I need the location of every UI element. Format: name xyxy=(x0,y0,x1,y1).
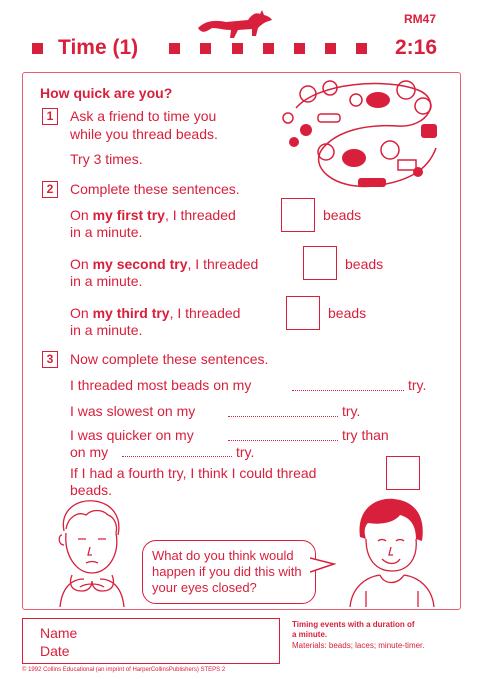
third-try-answer-box[interactable] xyxy=(286,296,320,330)
s1-line1: Ask a friend to time you xyxy=(70,108,217,124)
section-number-1: 1 xyxy=(42,108,58,125)
date-label: Date xyxy=(40,643,70,659)
s2-intro: Complete these sentences. xyxy=(70,181,240,197)
name-label: Name xyxy=(40,625,78,641)
second-try-answer-box[interactable] xyxy=(303,246,337,280)
s2-in-a-minute-1: in a minute. xyxy=(70,224,143,240)
s2-in-a-minute-3: in a minute. xyxy=(70,322,143,338)
header-square xyxy=(232,43,243,54)
s3-quicker-line2-prefix: on my xyxy=(70,444,109,460)
s3-intro: Now complete these sentences. xyxy=(70,351,269,367)
first-try-answer-box[interactable] xyxy=(281,198,315,232)
fox-icon xyxy=(196,8,274,42)
s2-second-sentence: On my second try, I threaded xyxy=(70,256,259,272)
sheet-code: RM47 xyxy=(404,12,437,26)
slowest-blank[interactable] xyxy=(228,416,338,417)
s1-line2: while you thread beads. xyxy=(70,126,218,142)
page-title: Time (1) xyxy=(58,36,139,59)
header-square xyxy=(356,43,367,54)
quicker-blank-1[interactable] xyxy=(228,440,338,441)
s3-slowest-prefix: I was slowest on my xyxy=(70,403,196,419)
s2-beads-3: beads xyxy=(328,305,367,321)
header-square xyxy=(263,43,274,54)
s3-most-suffix: try. xyxy=(408,377,427,393)
speech-bubble-tail xyxy=(310,556,336,576)
header-square xyxy=(294,43,305,54)
most-beads-blank[interactable] xyxy=(292,390,404,391)
section-number-3: 3 xyxy=(42,351,58,368)
boy-illustration xyxy=(42,495,142,607)
s1-line3: Try 3 times. xyxy=(70,151,143,167)
s3-quicker-prefix: I was quicker on my xyxy=(70,427,194,443)
s2-in-a-minute-2: in a minute. xyxy=(70,273,143,289)
quicker-blank-2[interactable] xyxy=(122,456,232,457)
header-square xyxy=(169,43,180,54)
s2-first-sentence: On my first try, I threaded xyxy=(70,207,236,223)
header-square xyxy=(325,43,336,54)
copyright: © 1992 Collins Educational (an imprint of HarperCollinsPublishers) STEPS 2 xyxy=(22,667,226,673)
s3-fourth-line2: beads. xyxy=(70,482,113,498)
s3-quicker-line2-suffix: try. xyxy=(236,444,255,460)
heading: How quick are you? xyxy=(40,85,173,101)
step-number: 2:16 xyxy=(395,36,438,59)
bubble-line1: What do you think would xyxy=(152,548,294,563)
girl-illustration xyxy=(336,495,444,607)
s3-slowest-suffix: try. xyxy=(342,403,361,419)
section-number-2: 2 xyxy=(42,181,58,198)
s3-most-prefix: I threaded most beads on my xyxy=(70,377,252,393)
s2-beads-1: beads xyxy=(323,207,362,223)
header-square xyxy=(200,43,211,54)
s2-third-sentence: On my third try, I threaded xyxy=(70,305,241,321)
bubble-line2: happen if you did this with xyxy=(152,564,302,579)
s3-fourth-line1: If I had a fourth try, I think I could thread xyxy=(70,465,317,481)
note-line1: Timing events with a duration of xyxy=(292,620,415,629)
s2-beads-2: beads xyxy=(345,256,384,272)
note-line2: a minute. xyxy=(292,630,328,639)
s3-quicker-mid: try than xyxy=(342,427,389,443)
header-square xyxy=(32,43,43,54)
bubble-line3: your eyes closed? xyxy=(152,580,257,595)
beads-on-lace-illustration xyxy=(278,78,448,204)
materials: Materials: beads; laces; minute-timer. xyxy=(292,641,425,650)
fourth-try-answer-box[interactable] xyxy=(386,456,420,490)
